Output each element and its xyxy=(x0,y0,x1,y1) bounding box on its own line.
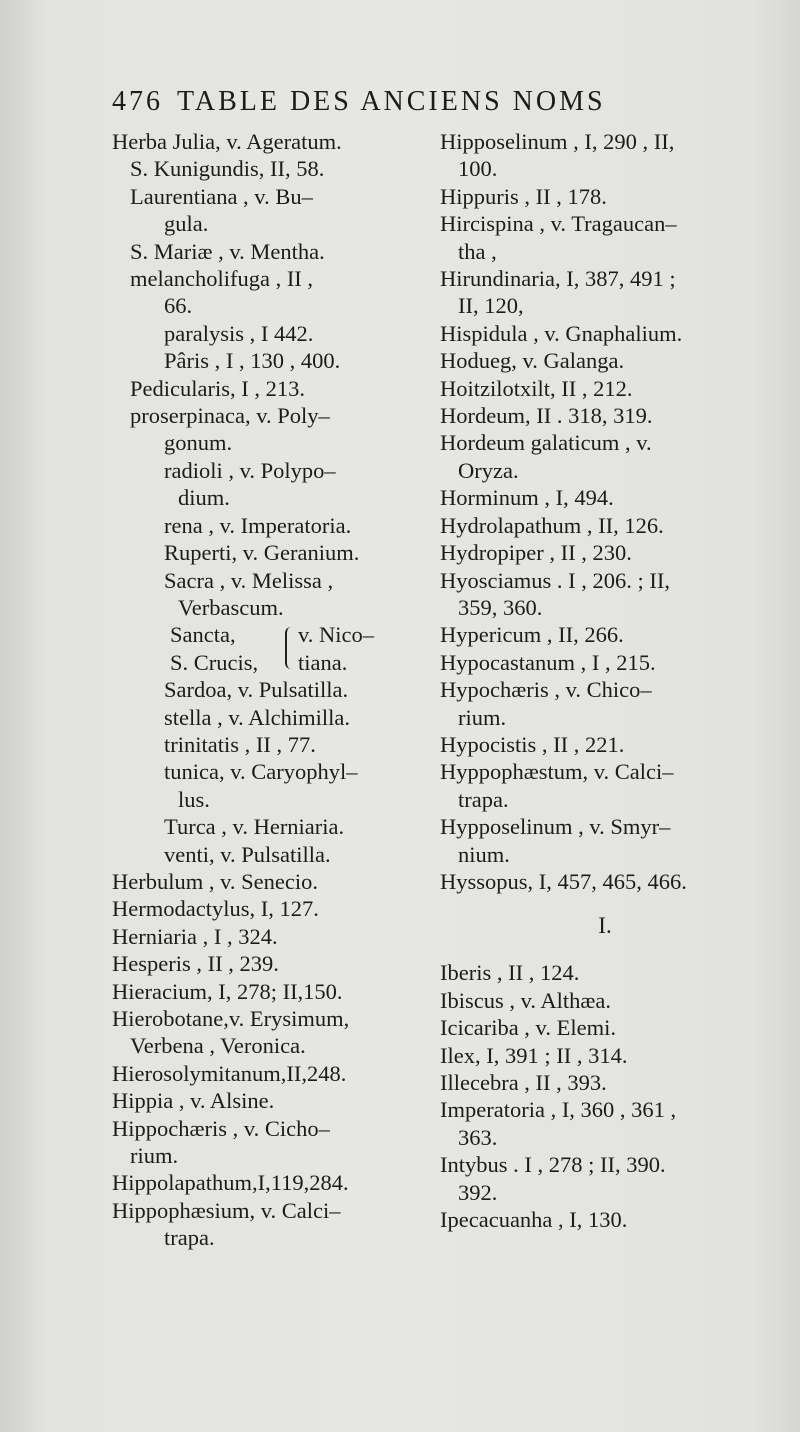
index-entry: nium. xyxy=(458,841,510,867)
index-entry: gonum. xyxy=(164,430,233,456)
page-header xyxy=(112,86,682,122)
index-entry: tha , xyxy=(458,238,497,264)
page-number: 476 xyxy=(112,86,163,117)
page-title: TABLE DES ANCIENS NOMS xyxy=(177,86,606,117)
bracket-shared-2: tiana. xyxy=(298,649,348,675)
index-entry: 66. xyxy=(164,293,193,319)
index-entry: Ruperti, v. Geranium. xyxy=(164,540,360,566)
index-entry: 359, 360. xyxy=(458,594,543,620)
index-entry: rium. xyxy=(130,1143,179,1169)
index-entry: Hierosolymitanum,II,248. xyxy=(112,1060,347,1086)
index-entry: Imperatoria , I, 360 , 361 , xyxy=(440,1097,677,1123)
index-entry: gula. xyxy=(164,211,209,237)
brace-mark xyxy=(285,627,295,669)
index-entry: trinitatis , II , 77. xyxy=(164,731,316,757)
index-entry: Ipecacuanha , I, 130. xyxy=(440,1207,628,1233)
index-entry: Illecebra , II , 393. xyxy=(440,1070,607,1095)
index-entry: Hierobotane,v. Erysimum, xyxy=(112,1005,350,1031)
index-entry: 363. xyxy=(458,1124,498,1150)
index-entry: S. Kunigundis, II, 58. xyxy=(130,156,325,182)
index-entry: Hypocastanum , I , 215. xyxy=(440,649,656,675)
index-entry: Hippophæsium, v. Calci– xyxy=(112,1197,341,1223)
index-entry: Hypocistis , II , 221. xyxy=(440,731,625,757)
index-entry: radioli , v. Polypo– xyxy=(164,457,336,483)
index-entry: Herba Julia, v. Ageratum. xyxy=(112,129,342,154)
index-entry: Verbena , Veronica. xyxy=(130,1033,306,1059)
index-entry: Hyssopus, I, 457, 465, 466. xyxy=(440,868,687,894)
index-entry: Hirundinaria, I, 387, 491 ; xyxy=(440,266,676,292)
index-entry: Hermodactylus, I, 127. xyxy=(112,896,319,922)
bracketed-entry xyxy=(112,621,422,676)
index-entry: melancholifuga , II , xyxy=(130,266,314,292)
index-entry: Hydropiper , II , 230. xyxy=(440,540,632,566)
index-entry: Hypericum , II, 266. xyxy=(440,622,624,648)
index-entry: II, 120, xyxy=(458,293,524,319)
index-entry: Iberis , II , 124. xyxy=(440,960,580,986)
index-entry: Turca , v. Herniaria. xyxy=(164,814,345,840)
index-entry: Laurentiana , v. Bu– xyxy=(130,183,313,209)
index-entry: Sacra , v. Melissa , xyxy=(164,567,334,593)
index-entry: Herniaria , I , 324. xyxy=(112,923,278,949)
index-entry: Verbascum. xyxy=(178,594,284,620)
index-entry: proserpinaca, v. Poly– xyxy=(130,403,330,429)
index-entry: Horminum , I, 494. xyxy=(440,485,614,511)
index-entry: Hircispina , v. Tragaucan– xyxy=(440,211,677,237)
index-entry: dium. xyxy=(178,485,230,511)
index-entry: stella , v. Alchimilla. xyxy=(164,704,351,730)
index-entry: Pâris , I , 130 , 400. xyxy=(164,348,341,374)
index-entry: Hippochæris , v. Cicho– xyxy=(112,1115,330,1141)
index-entry: Hoitzilotxilt, II , 212. xyxy=(440,375,633,401)
index-entry: Pedicularis, I , 213. xyxy=(130,375,305,401)
index-entry: Hyosciamus . I , 206. ; II, xyxy=(440,567,670,593)
index-entry: Hieracium, I, 278; II,150. xyxy=(112,978,343,1004)
index-entry: Hydrolapathum , II, 126. xyxy=(440,512,664,538)
index-entry: rena , v. Imperatoria. xyxy=(164,512,352,538)
index-entry: Hesperis , II , 239. xyxy=(112,951,279,977)
index-entry: Hippolapathum,I,119,284. xyxy=(112,1170,349,1196)
bracket-line-2: S. Crucis, xyxy=(170,649,259,675)
index-entry: Sardoa, v. Pulsatilla. xyxy=(164,677,349,703)
index-entry: 100. xyxy=(458,156,498,182)
right-column xyxy=(440,128,770,1233)
index-entry: Hodueg, v. Galanga. xyxy=(440,348,625,374)
index-entry: rium. xyxy=(458,704,507,730)
index-entry: lus. xyxy=(178,786,210,812)
index-entry: Hypposelinum , v. Smyr– xyxy=(440,814,671,840)
index-entry: Hordeum galaticum , v. xyxy=(440,430,652,456)
index-entry: S. Mariæ , v. Mentha. xyxy=(130,238,325,264)
index-entry: Hypochæris , v. Chico– xyxy=(440,677,652,703)
index-entry: Ibiscus , v. Althæa. xyxy=(440,987,612,1013)
index-entry: Hippia , v. Alsine. xyxy=(112,1088,275,1114)
index-entry: Icicariba , v. Elemi. xyxy=(440,1015,616,1041)
index-entry: trapa. xyxy=(458,786,509,812)
index-entry: Hispidula , v. Gnaphalium. xyxy=(440,320,683,346)
index-entry: trapa. xyxy=(164,1225,215,1251)
left-column xyxy=(112,128,422,1252)
index-entry: Intybus . I , 278 ; II, 390. xyxy=(440,1152,666,1178)
index-entry: Hipposelinum , I, 290 , II, xyxy=(440,129,675,154)
index-entry: Hippuris , II , 178. xyxy=(440,183,607,209)
index-entry: Hyppophæstum, v. Calci– xyxy=(440,759,674,785)
index-entry: Oryza. xyxy=(458,457,519,483)
index-entry: paralysis , I 442. xyxy=(164,320,314,346)
bracket-shared-1: v. Nico– xyxy=(298,622,375,648)
index-entry: Hordeum, II . 318, 319. xyxy=(440,403,653,429)
section-letter: I. xyxy=(598,913,612,939)
index-entry: Herbulum , v. Senecio. xyxy=(112,868,318,894)
index-entry: 392. xyxy=(458,1179,498,1205)
bracket-line-1: Sancta, xyxy=(170,622,236,648)
index-entry: venti, v. Pulsatilla. xyxy=(164,841,331,867)
index-entry: Ilex, I, 391 ; II , 314. xyxy=(440,1042,628,1068)
index-entry: tunica, v. Caryophyl– xyxy=(164,759,358,785)
